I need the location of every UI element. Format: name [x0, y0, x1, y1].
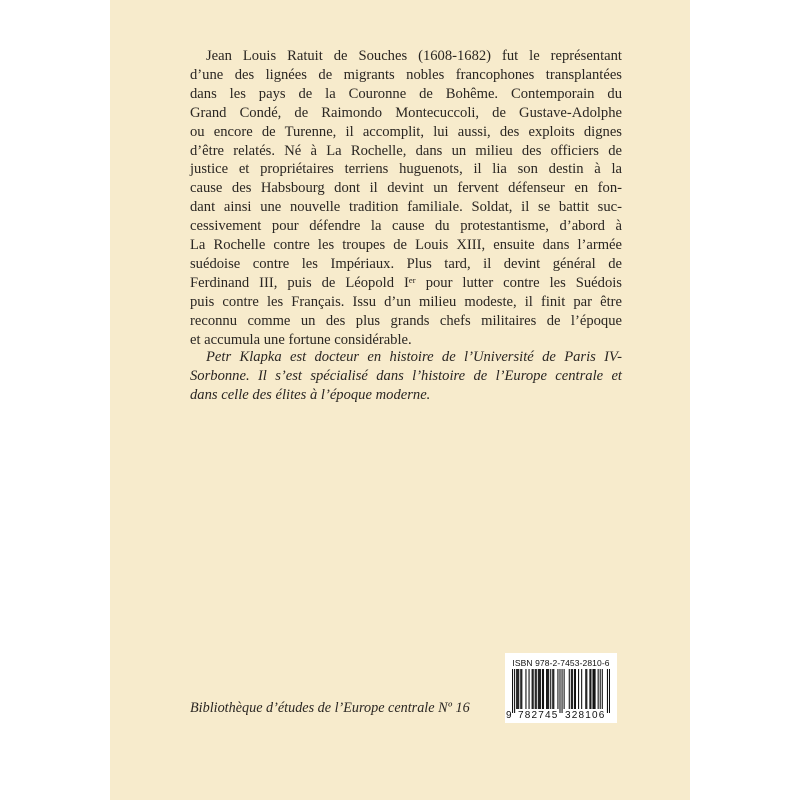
- bio-line: dans celle des élites à l’époque moderne.: [190, 386, 431, 403]
- isbn-label: ISBN 978-2-7453-2810-6: [512, 658, 610, 668]
- barcode-bar: [538, 669, 539, 709]
- barcode-bar: [546, 669, 547, 709]
- barcode-bar: [542, 669, 543, 709]
- barcode-bar: [585, 669, 586, 709]
- barcode-bar: [562, 669, 563, 713]
- barcode-bar: [553, 669, 554, 709]
- bio-line: Sorbonne. Il s’est spécialisé dans l’histoire de l’Europe centrale et: [190, 367, 622, 384]
- barcode-bar: [571, 669, 572, 709]
- barcode-bar: [548, 669, 549, 709]
- blurb-line: ou encore de Turenne, il accomplit, lui aussi, des exploits dignes: [190, 123, 622, 140]
- blurb-line: d’être relatés. Né à La Rochelle, dans un milieu des officiers de: [190, 142, 622, 159]
- barcode-bar: [520, 669, 521, 709]
- barcode-bar: [557, 669, 558, 709]
- isbn-barcode: [505, 653, 617, 723]
- author-bio: [190, 348, 622, 405]
- barcode-bar: [529, 669, 530, 709]
- blurb-line: justice et propriétaires terriens huguenots, il lia son destin à la: [190, 161, 622, 178]
- series-title: Bibliothèque d’études de l’Europe centrale Nº 16: [190, 700, 470, 716]
- barcode-bar: [607, 669, 608, 713]
- barcode-bar: [598, 669, 599, 709]
- book-blurb: [190, 47, 622, 350]
- blurb-line: cause des Habsbourg dont il devint un fervent défenseur en fon-: [190, 180, 622, 197]
- blurb-line: dans les pays de la Couronne de Bohême. Contemporain du: [190, 85, 622, 102]
- barcode-bar: [517, 669, 518, 709]
- barcode-bar: [540, 669, 541, 709]
- barcode-bar: [512, 669, 513, 713]
- barcode-bar: [514, 669, 515, 713]
- barcode-bar: [543, 669, 544, 709]
- bio-line: Petr Klapka est docteur en histoire de l’Université de Paris IV-: [206, 349, 622, 365]
- barcode-bar: [600, 669, 601, 709]
- barcode-bar: [550, 669, 551, 709]
- barcode-digit-group-left: 782745: [518, 710, 559, 721]
- blurb-line: Ferdinand III, puis de Léopold Iᵉʳ pour lutter contre les Suédois: [190, 274, 622, 291]
- barcode-bar: [578, 669, 579, 709]
- blurb-line: cessivement pour défendre la cause du protestantisme, d’abord à: [190, 218, 622, 235]
- blurb-line: La Rochelle contre les troupes de Louis XIII, ensuite dans l’armée: [190, 237, 622, 254]
- barcode-bar: [609, 669, 610, 713]
- blurb-line: Grand Condé, de Raimondo Montecuccoli, de Gustave-Adolphe: [190, 104, 622, 121]
- barcode-bar: [518, 669, 519, 709]
- barcode-bar: [552, 669, 553, 709]
- barcode-bar: [564, 669, 565, 709]
- barcode-bar: [586, 669, 587, 709]
- barcode-bar: [569, 669, 570, 709]
- barcode-bar: [547, 669, 548, 709]
- blurb-line: suédoise contre les Impériaux. Plus tard, il devint général de: [190, 255, 622, 272]
- blurb-line: d’une des lignées de migrants nobles francophones transplantées: [190, 66, 622, 83]
- barcode-bar: [516, 669, 517, 709]
- barcode-bar: [602, 669, 603, 709]
- barcode-bar: [525, 669, 526, 709]
- blurb-line: Jean Louis Ratuit de Souches (1608-1682) fut le représentant: [206, 48, 622, 64]
- barcode-bars: [512, 669, 610, 713]
- barcode-bar: [595, 669, 596, 709]
- barcode-bar: [593, 669, 594, 709]
- barcode-bar: [575, 669, 576, 709]
- barcode-bar: [590, 669, 591, 709]
- barcode-bar: [589, 669, 590, 709]
- barcode-bar: [574, 669, 575, 709]
- blurb-line: dant ainsi une nouvelle tradition familiale. Soldat, il se battit suc-: [190, 199, 622, 216]
- barcode-bar: [532, 669, 533, 709]
- barcode-bar: [592, 669, 593, 709]
- barcode-lead-digit: 9: [506, 710, 512, 721]
- barcode-bar: [572, 669, 573, 709]
- barcode-bar: [533, 669, 534, 709]
- blurb-line: et accumula une fortune considérable.: [190, 331, 412, 348]
- barcode-bar: [559, 669, 560, 713]
- blurb-line: reconnu comme un des plus grands chefs militaires de l’époque: [190, 312, 622, 329]
- barcode-digit-group-right: 328106: [565, 710, 606, 721]
- barcode-bar: [521, 669, 522, 709]
- barcode-bar: [581, 669, 582, 709]
- blurb-line: puis contre les Français. Issu d’un milieu modeste, il finit par être: [190, 293, 622, 310]
- barcode-bar: [539, 669, 540, 709]
- barcode-bar: [535, 669, 536, 709]
- barcode-bar: [536, 669, 537, 709]
